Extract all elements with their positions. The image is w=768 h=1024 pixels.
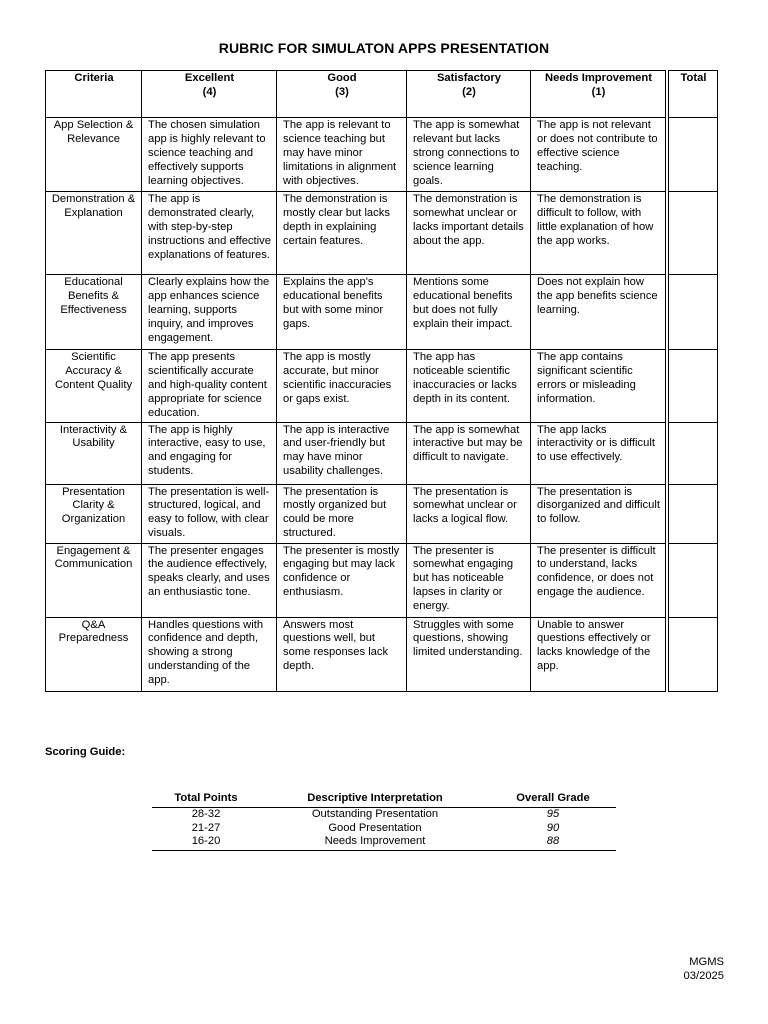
rubric-row [46, 543, 718, 617]
excellent-cell: The app presents scientifically accurate and high-quality content appropriate for science education. [142, 350, 277, 423]
total-cell[interactable] [669, 484, 718, 543]
rubric-header-row [46, 71, 718, 118]
total-cell[interactable] [669, 350, 718, 423]
excellent-cell: The app is demonstrated clearly, with step-by-step instructions and effective explanations of features. [142, 192, 277, 275]
rubric-row [46, 484, 718, 543]
footer-date: 03/2025 [683, 970, 724, 982]
points-cell: 21-27 [191, 821, 221, 834]
grade-cell: 88 [490, 835, 616, 850]
scoring-header-row [152, 792, 616, 807]
satisfactory-cell: Mentions some educational benefits but does not fully explain their impact. [407, 275, 531, 350]
rubric-row [46, 350, 718, 423]
total-cell[interactable] [669, 617, 718, 691]
good-cell: The app is relevant to science teaching but may have minor limitations in alignment with objectives. [277, 118, 407, 192]
total-cell[interactable] [669, 118, 718, 192]
header-criteria: Criteria [46, 71, 142, 118]
scoring-table [152, 792, 616, 851]
criteria-cell: Q&A Preparedness [46, 617, 142, 691]
satisfactory-cell: The presentation is somewhat unclear or lacks a logical flow. [407, 484, 531, 543]
needs-improvement-cell: The demonstration is difficult to follow, with little explanation of how the app works. [531, 192, 666, 275]
interpretation-cell: Needs Improvement [260, 835, 490, 850]
grade-cell: 95 [546, 807, 560, 820]
header-satisfactory: Satisfactory (2) [407, 71, 531, 118]
rubric-row [46, 617, 718, 691]
satisfactory-cell: The demonstration is somewhat unclear or lacks important details about the app. [407, 192, 531, 275]
header-descriptive-interpretation: Descriptive Interpretation [260, 792, 490, 807]
scoring-guide-label: Scoring Guide: [45, 746, 126, 758]
satisfactory-cell: The app is somewhat relevant but lacks strong connections to science learning goals. [407, 118, 531, 192]
footer-organization: MGMS [689, 956, 724, 968]
good-cell: The presentation is mostly organized but could be more structured. [277, 484, 407, 543]
needs-improvement-cell: The app contains significant scientific errors or misleading information. [531, 350, 666, 423]
good-cell: The app is interactive and user-friendly but may have minor usability challenges. [277, 422, 407, 484]
criteria-cell: Demonstration & Explanation [46, 192, 142, 275]
satisfactory-cell: Struggles with some questions, showing limited understanding. [407, 617, 531, 691]
excellent-cell: Handles questions with confidence and depth, showing a strong understanding of the app. [142, 617, 277, 691]
total-cell[interactable] [669, 192, 718, 275]
satisfactory-cell: The app has noticeable scientific inaccuracies or lacks depth in its content. [407, 350, 531, 423]
header-overall-grade: Overall Grade [490, 792, 616, 807]
good-cell: Explains the app's educational benefits but with some minor gaps. [277, 275, 407, 350]
good-cell: Answers most questions well, but some responses lack depth. [277, 617, 407, 691]
header-good: Good (3) [277, 71, 407, 118]
scoring-row [152, 807, 616, 821]
header-total-points: Total Points [152, 792, 260, 807]
needs-improvement-cell: The presentation is disorganized and difficult to follow. [531, 484, 666, 543]
needs-improvement-cell: The app lacks interactivity or is difficult to use effectively. [531, 422, 666, 484]
rubric-row [46, 422, 718, 484]
satisfactory-cell: The presenter is somewhat engaging but has noticeable lapses in clarity or energy. [407, 543, 531, 617]
needs-improvement-cell: The presenter is difficult to understand, lacks confidence, or does not engage the audience. [531, 543, 666, 617]
points-cell: 28-32 [191, 807, 221, 820]
criteria-cell: Presentation Clarity & Organization [46, 484, 142, 543]
total-cell[interactable] [669, 543, 718, 617]
interpretation-cell: Good Presentation [328, 821, 422, 834]
grade-cell: 90 [546, 821, 560, 834]
header-total: Total [669, 71, 718, 118]
good-cell: The app is mostly accurate, but minor scientific inaccuracies or gaps exist. [277, 350, 407, 423]
criteria-cell: Interactivity & Usability [46, 422, 142, 484]
scoring-row [152, 835, 616, 850]
rubric-row [46, 275, 718, 350]
excellent-cell: The chosen simulation app is highly relevant to science teaching and effectively supports learning objectives. [142, 118, 277, 192]
total-cell[interactable] [669, 422, 718, 484]
needs-improvement-cell: Unable to answer questions effectively or lacks knowledge of the app. [531, 617, 666, 691]
points-cell: 16-20 [152, 835, 260, 850]
satisfactory-cell: The app is somewhat interactive but may be difficult to navigate. [407, 422, 531, 484]
footer [684, 955, 724, 983]
criteria-cell: Educational Benefits & Effectiveness [46, 275, 142, 350]
good-cell: The demonstration is mostly clear but lacks depth in explaining certain features. [277, 192, 407, 275]
excellent-cell: The presentation is well-structured, logical, and easy to follow, with clear visuals. [142, 484, 277, 543]
total-cell[interactable] [669, 275, 718, 350]
excellent-cell: The presenter engages the audience effectively, speaks clearly, and uses an enthusiastic tone. [142, 543, 277, 617]
scoring-row [152, 822, 616, 836]
header-needs-improvement: Needs Improvement (1) [531, 71, 666, 118]
good-cell: The presenter is mostly engaging but may lack confidence or enthusiasm. [277, 543, 407, 617]
needs-improvement-cell: Does not explain how the app benefits science learning. [531, 275, 666, 350]
page-title: RUBRIC FOR SIMULATON APPS PRESENTATION [218, 40, 550, 56]
excellent-cell: The app is highly interactive, easy to use, and engaging for students. [142, 422, 277, 484]
criteria-cell: Scientific Accuracy & Content Quality [46, 350, 142, 423]
rubric-table [45, 70, 718, 692]
interpretation-cell: Outstanding Presentation [311, 807, 439, 820]
needs-improvement-cell: The app is not relevant or does not contribute to effective science teaching. [531, 118, 666, 192]
criteria-cell: Engagement & Communication [46, 543, 142, 617]
rubric-row [46, 192, 718, 275]
header-excellent: Excellent (4) [142, 71, 277, 118]
rubric-row [46, 118, 718, 192]
excellent-cell: Clearly explains how the app enhances science learning, supports inquiry, and improves engagement. [142, 275, 277, 350]
criteria-cell: App Selection & Relevance [46, 118, 142, 192]
